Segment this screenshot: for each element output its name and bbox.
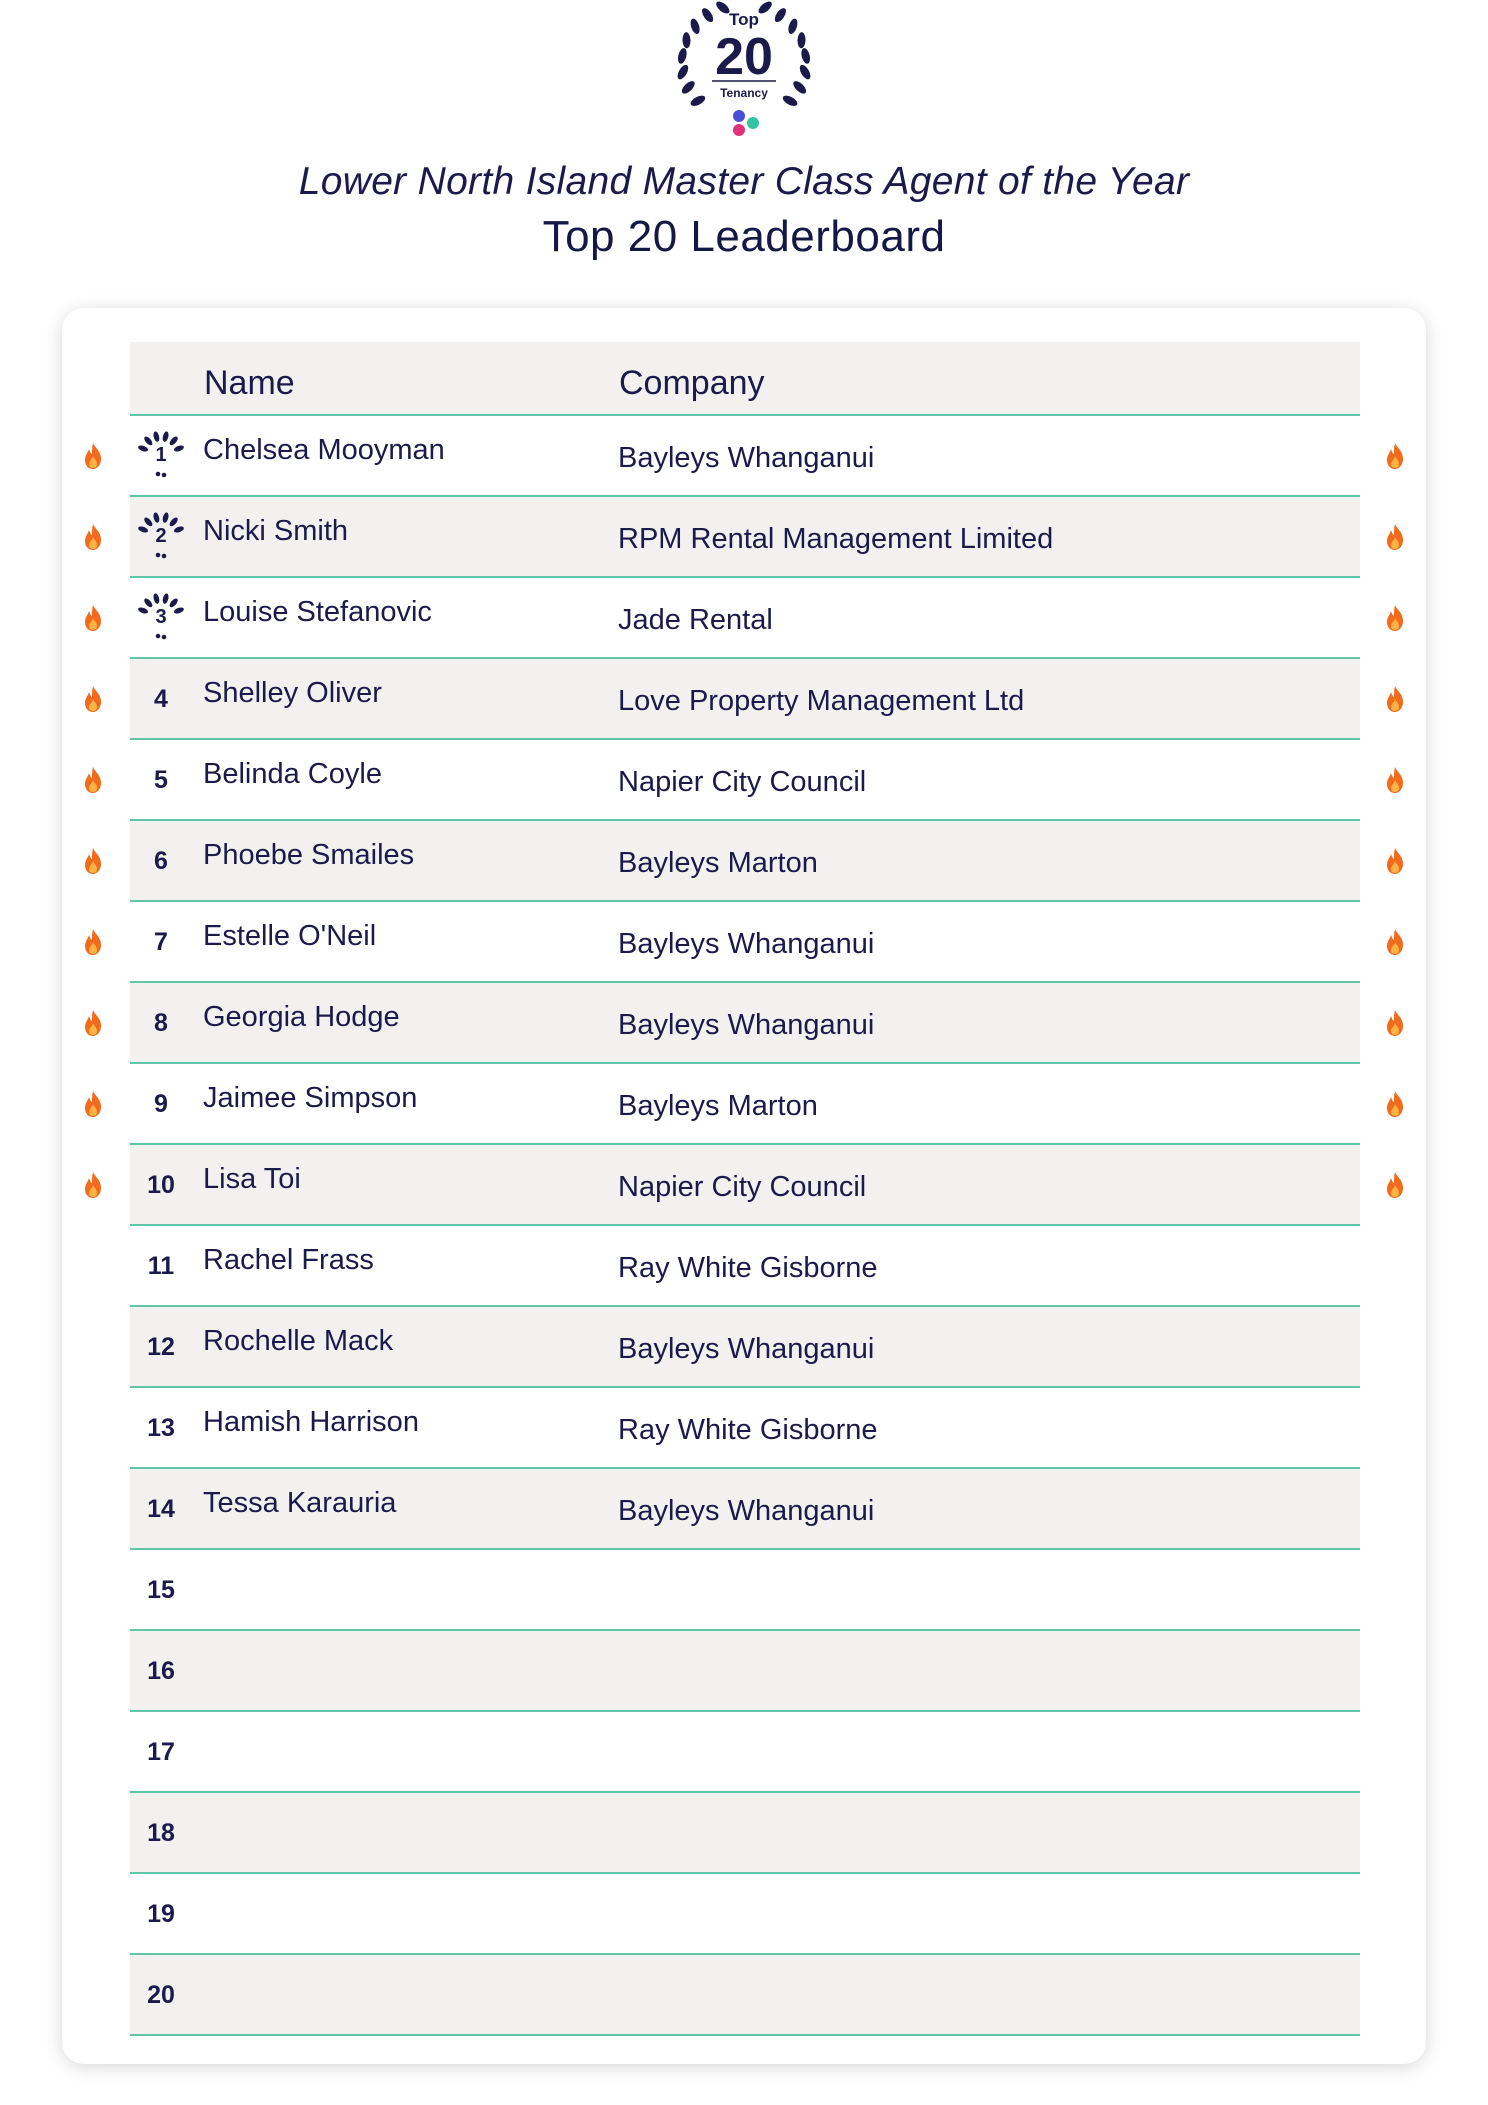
agent-company: Bayleys Whanganui <box>618 928 875 960</box>
agent-company: Jade Rental <box>618 604 773 636</box>
fire-icon-left <box>82 604 104 632</box>
fire-icon-left <box>82 928 104 956</box>
fire-icon-left <box>82 1009 104 1037</box>
rank-number: 20 <box>147 1981 175 2009</box>
rank-number: 13 <box>147 1414 175 1442</box>
agent-company: Bayleys Whanganui <box>618 1009 875 1041</box>
agent-company: Bayleys Marton <box>618 847 818 879</box>
logo-dot-blue <box>733 110 745 122</box>
rank-number: 11 <box>147 1252 175 1280</box>
fire-icon-right <box>1384 1171 1406 1199</box>
agent-name: Chelsea Mooyman <box>203 434 445 466</box>
table-row <box>130 578 1360 659</box>
agent-company: Ray White Gisborne <box>618 1252 878 1284</box>
fire-icon-left <box>82 523 104 551</box>
laurel-medal-icon <box>136 592 186 642</box>
laurel-wreath-icon <box>664 0 824 140</box>
fire-icon-left <box>82 685 104 713</box>
fire-icon-left <box>82 1090 104 1118</box>
table-body <box>130 416 1360 2036</box>
agent-name: Estelle O'Neil <box>203 920 377 952</box>
fire-icon-right <box>1384 604 1406 632</box>
svg-text:3: 3 <box>155 606 167 628</box>
agent-name: Phoebe Smailes <box>203 839 415 871</box>
logo-brand-text: Tenancy <box>720 86 768 100</box>
agent-company: Ray White Gisborne <box>618 1414 878 1446</box>
logo-dot-teal <box>747 117 759 129</box>
fire-icon-right <box>1384 442 1406 470</box>
agent-company: Bayleys Whanganui <box>618 1333 875 1365</box>
agent-name: Rochelle Mack <box>203 1325 394 1357</box>
svg-text:1: 1 <box>155 444 167 466</box>
column-header-company: Company <box>619 364 765 402</box>
agent-name: Hamish Harrison <box>203 1406 419 1438</box>
fire-icon-left <box>82 766 104 794</box>
page-title: Top 20 Leaderboard <box>542 212 946 261</box>
logo-top-text: Top <box>729 10 759 29</box>
rank-number: 4 <box>154 685 168 713</box>
rank-number: 14 <box>147 1495 175 1523</box>
agent-company: Bayleys Whanganui <box>618 1495 875 1527</box>
svg-text:2: 2 <box>155 525 167 547</box>
table-row <box>130 1388 1360 1469</box>
fire-icon-right <box>1384 847 1406 875</box>
table-row <box>130 983 1360 1064</box>
agent-name: Nicki Smith <box>203 515 349 547</box>
laurel-medal-icon <box>136 511 186 561</box>
rank-number: 6 <box>154 847 168 875</box>
table-row <box>130 659 1360 740</box>
agent-company: Love Property Management Ltd <box>618 685 1025 717</box>
fire-icon-right <box>1384 523 1406 551</box>
logo-dot-pink <box>733 124 745 136</box>
fire-icon-right <box>1384 685 1406 713</box>
rank-number: 17 <box>147 1738 175 1766</box>
fire-icon-right <box>1384 1009 1406 1037</box>
agent-name: Rachel Frass <box>203 1244 374 1276</box>
table-row <box>130 1064 1360 1145</box>
agent-name: Tessa Karauria <box>203 1487 397 1519</box>
table-row <box>130 416 1360 497</box>
table-row <box>130 1631 1360 1712</box>
agent-name: Georgia Hodge <box>203 1001 400 1033</box>
award-subtitle: Lower North Island Master Class Agent of the Year <box>298 160 1190 203</box>
fire-icon-left <box>82 1171 104 1199</box>
table-row <box>130 1469 1360 1550</box>
agent-company: Napier City Council <box>618 1171 867 1203</box>
fire-icon-right <box>1384 928 1406 956</box>
agent-name: Shelley Oliver <box>203 677 382 709</box>
fire-icon-left <box>82 847 104 875</box>
table-row <box>130 740 1360 821</box>
logo-number: 20 <box>715 28 773 86</box>
column-header-name: Name <box>204 364 295 402</box>
table-row <box>130 902 1360 983</box>
rank-number: 16 <box>147 1657 175 1685</box>
table-row <box>130 1874 1360 1955</box>
rank-number: 10 <box>147 1171 175 1199</box>
rank-number: 7 <box>154 928 168 956</box>
agent-name: Louise Stefanovic <box>203 596 432 628</box>
rank-number: 15 <box>147 1576 175 1604</box>
rank-number: 8 <box>154 1009 168 1037</box>
leaderboard-table <box>130 342 1360 2036</box>
table-row <box>130 1145 1360 1226</box>
agent-company: Bayleys Whanganui <box>618 442 875 474</box>
agent-company: Bayleys Marton <box>618 1090 818 1122</box>
agent-name: Jaimee Simpson <box>203 1082 418 1114</box>
table-header <box>130 342 1360 416</box>
table-row <box>130 497 1360 578</box>
agent-name: Belinda Coyle <box>203 758 382 790</box>
table-row <box>130 1550 1360 1631</box>
table-row <box>130 1307 1360 1388</box>
table-row <box>130 1712 1360 1793</box>
agent-company: RPM Rental Management Limited <box>618 523 1054 555</box>
top-20-tenancy-logo <box>664 0 824 140</box>
rank-number: 18 <box>147 1819 175 1847</box>
table-row <box>130 821 1360 902</box>
agent-name: Lisa Toi <box>203 1163 301 1195</box>
table-row <box>130 1226 1360 1307</box>
rank-number: 19 <box>147 1900 175 1928</box>
rank-number: 12 <box>147 1333 175 1361</box>
agent-company: Napier City Council <box>618 766 867 798</box>
table-row <box>130 1793 1360 1874</box>
fire-icon-right <box>1384 766 1406 794</box>
laurel-medal-icon <box>136 430 186 480</box>
fire-icon-right <box>1384 1090 1406 1118</box>
fire-icon-left <box>82 442 104 470</box>
rank-number: 5 <box>154 766 168 794</box>
rank-number: 9 <box>154 1090 168 1118</box>
table-row <box>130 1955 1360 2036</box>
